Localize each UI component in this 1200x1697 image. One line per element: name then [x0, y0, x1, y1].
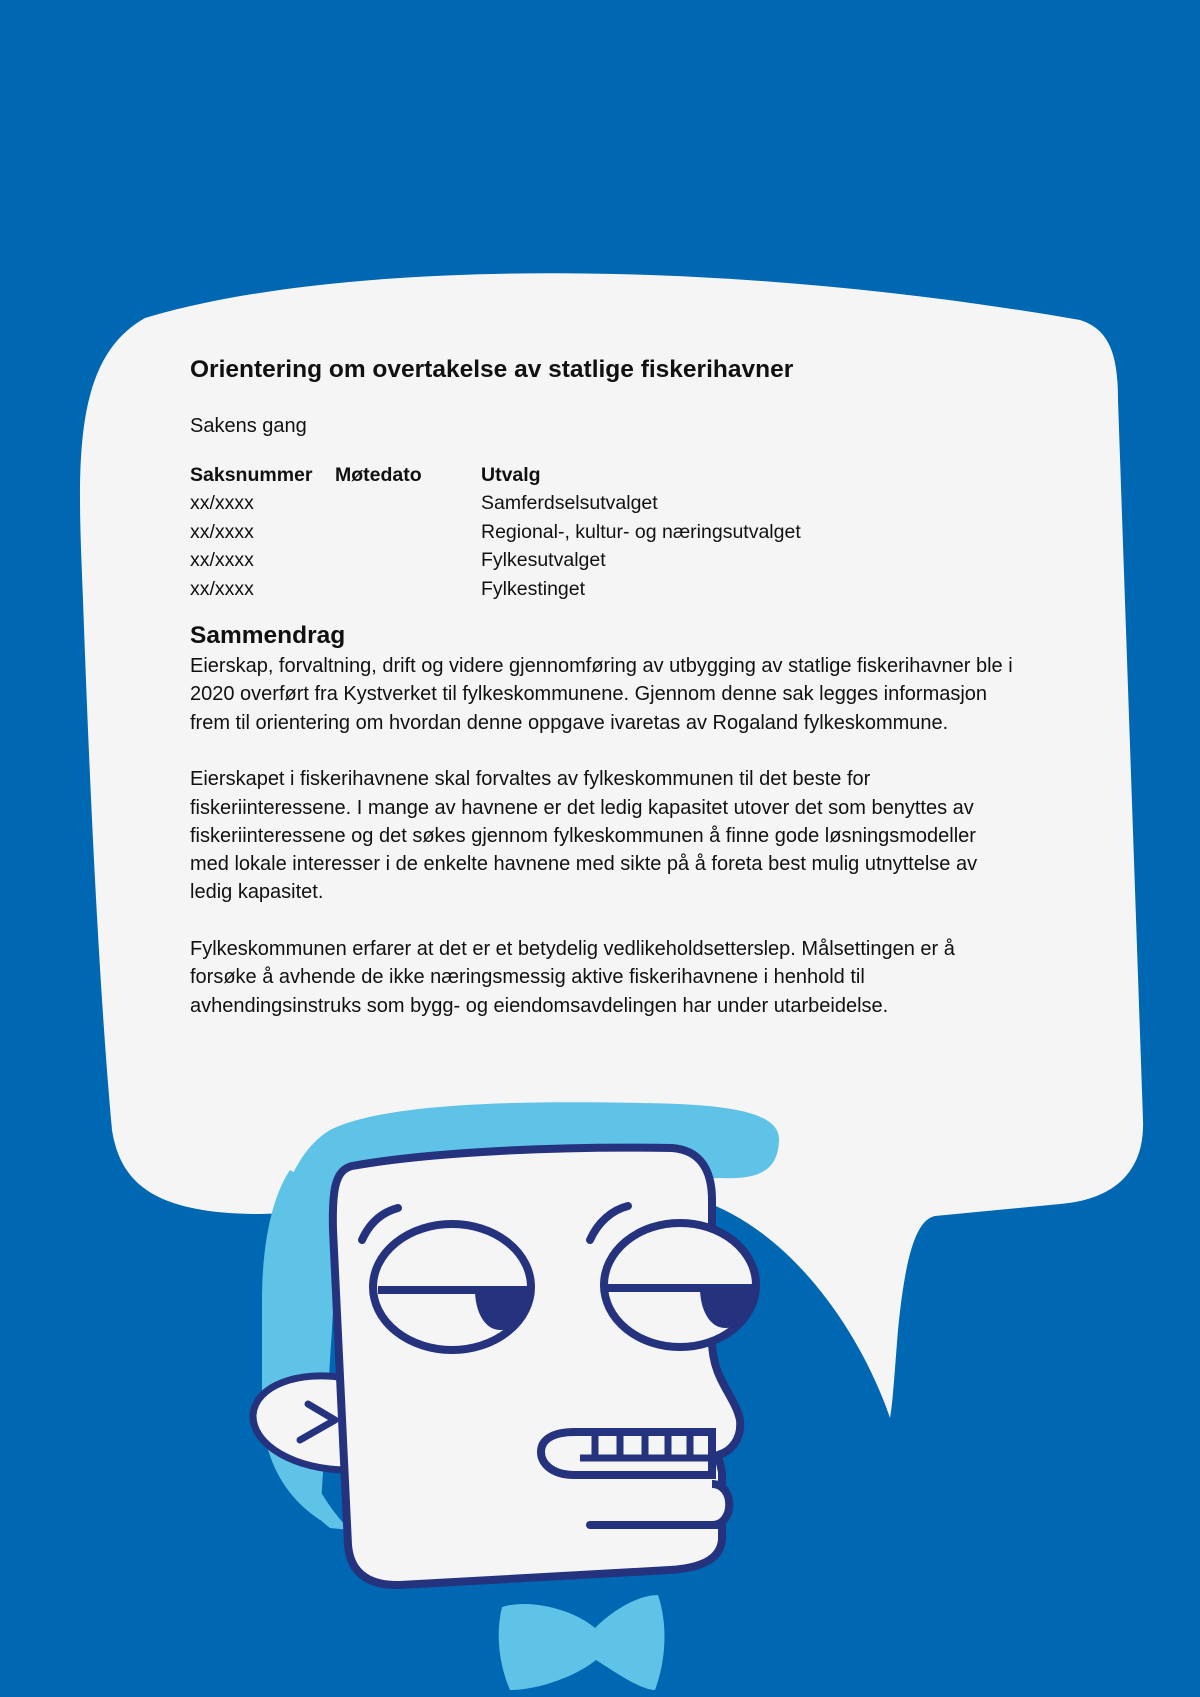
meeting-date-cell	[335, 575, 481, 603]
summary-paragraph-1: Eierskap, forvaltning, drift og videre gjennomføring av utbygging av statlige fiskerihavner ble i 2020 overført fra Kystverket til fylkeskommunene. Gjennom denne sak legges informasjon frem til orientering om hvordan denne oppgave ivaretas av Rogaland fylkeskommune.	[190, 655, 1013, 734]
summary-paragraph-2: Eierskapet i fiskerihavnene skal forvaltes av fylkeskommunen til det beste for fiskeriinteressene. I mange av havnene er det ledig kapasitet utover det som benyttes av fiskeriinteressene og det søkes gjennom fylkeskommunen å finne gode løsningsmodeller med lokale interesser i de enkelte havnene med sikte på å foreta best mulig utnyttelse av ledig kapasitet.	[190, 768, 978, 904]
chin-bump	[712, 1484, 729, 1525]
committee-cell: Samferdselsutvalget	[481, 492, 658, 515]
proceedings-table	[190, 461, 801, 603]
document-title: Orientering om overtakelse av statlige fiskerihavner	[190, 356, 794, 383]
document-body	[190, 352, 1020, 1048]
case-number-cell: xx/xxxx	[190, 520, 254, 543]
header-meeting-date: Møtedato	[335, 464, 422, 486]
committee-cell: Regional-, kultur- og næringsutvalget	[481, 520, 801, 543]
meeting-date-cell	[335, 518, 481, 546]
table-row	[190, 518, 801, 546]
proceedings-header-row	[190, 461, 801, 489]
header-case-number: Saksnummer	[190, 464, 313, 486]
committee-cell: Fylkestinget	[481, 577, 586, 600]
header-committee: Utvalg	[481, 464, 541, 486]
case-number-cell: xx/xxxx	[190, 549, 254, 572]
summary-paragraph-3: Fylkeskommunen erfarer at det er et betydelig vedlikeholdsetterslep. Målsettingen er å forsøke å avhende de ikke næringsmessig aktive fiskerihavnene i henhold til avhendingsinstruks som bygg- og eiendomsavdelingen har under utarbeidelse.	[190, 938, 955, 1017]
case-number-cell: xx/xxxx	[190, 577, 254, 600]
summary-heading: Sammendrag	[190, 622, 346, 650]
table-row	[190, 546, 801, 574]
table-row	[190, 575, 801, 603]
subtitle: Sakens gang	[190, 415, 307, 437]
meeting-date-cell	[335, 489, 481, 517]
committee-cell: Fylkesutvalget	[481, 549, 606, 572]
meeting-date-cell	[335, 546, 481, 574]
table-row	[190, 489, 801, 517]
mouth-shape	[541, 1432, 712, 1475]
bowtie-shape	[499, 1595, 665, 1690]
case-number-cell: xx/xxxx	[190, 492, 254, 515]
